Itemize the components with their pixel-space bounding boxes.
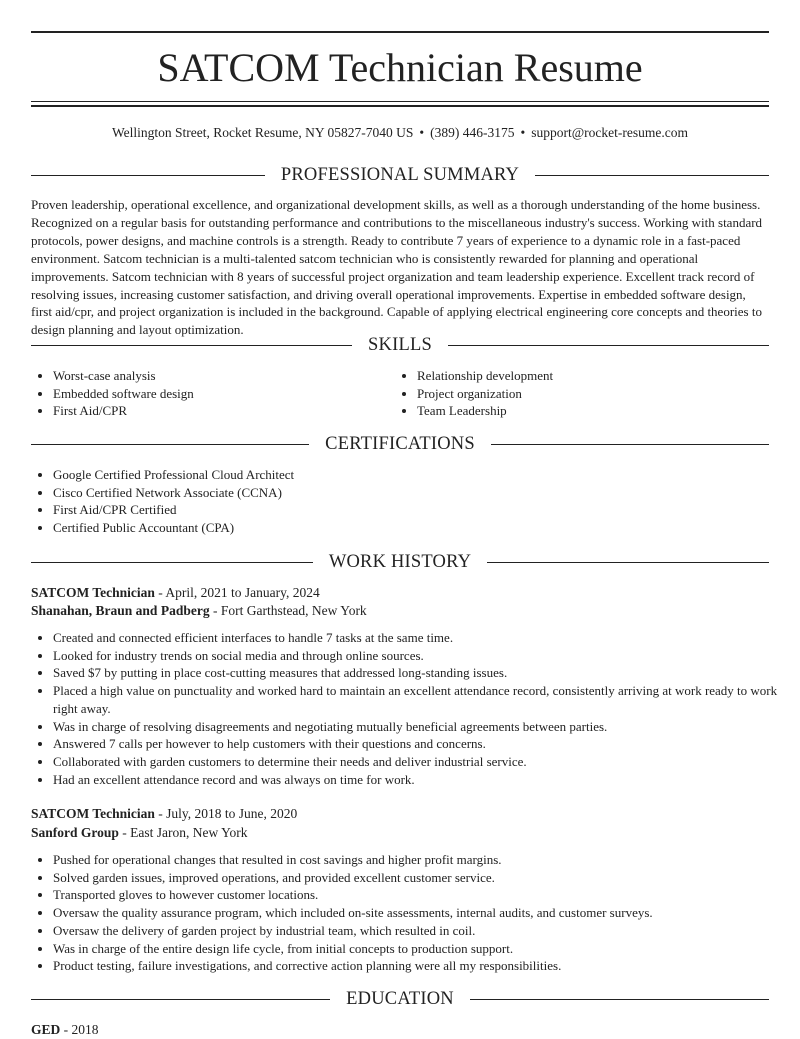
job-bullet: • Transported gloves to however customer locations. — [53, 886, 791, 904]
job-dates: - July, 2018 to June, 2020 — [154, 806, 298, 821]
contact-line — [31, 124, 769, 142]
page-title: SATCOM Technician Resume — [157, 45, 643, 90]
job-bullet: • Pushed for operational changes that resulted in cost savings and higher profit margins. — [53, 851, 791, 869]
education-year: - 2018 — [60, 1022, 99, 1037]
section-heading-label: WORK HISTORY — [328, 552, 472, 572]
certification-item: • Google Certified Professional Cloud Architect — [53, 466, 791, 484]
job-bullet: • Solved garden issues, improved operations, and provided excellent customer service. — [53, 869, 791, 887]
job-bullet: • Was in charge of the entire design life cycle, from initial concepts to production support. — [53, 940, 791, 958]
heading-rule — [31, 345, 352, 346]
title-double-rule — [31, 101, 769, 107]
skill-item: • Relationship development — [417, 367, 791, 385]
job-company-line — [31, 824, 769, 842]
job-bullet: • Created and connected efficient interfaces to handle 7 tasks at the same time. — [53, 629, 791, 647]
section-heading-label: CERTIFICATIONS — [325, 434, 475, 454]
contact-separator: • — [419, 125, 425, 140]
contact-separator: • — [520, 125, 526, 140]
section-heading-label: SKILLS — [368, 335, 432, 355]
job-title-line — [31, 805, 769, 823]
skill-item: • Embedded software design — [53, 385, 393, 403]
section-heading-skills — [31, 334, 769, 356]
section-heading-education — [31, 988, 769, 1010]
skill-item: • Worst-case analysis — [53, 367, 393, 385]
top-rule — [31, 31, 769, 33]
job-bullets — [31, 851, 791, 975]
skills-list-right — [395, 367, 791, 420]
section-heading-label: PROFESSIONAL SUMMARY — [280, 165, 520, 185]
heading-rule — [491, 444, 769, 445]
job-bullets — [31, 629, 791, 788]
job-bullet: • Collaborated with garden customers to determine their needs and deliver industrial service. — [53, 753, 791, 771]
job-company: Sanford Group — [31, 825, 119, 840]
certification-item: • First Aid/CPR Certified — [53, 501, 791, 519]
education-degree: GED — [31, 1022, 61, 1037]
heading-rule — [448, 345, 769, 346]
heading-rule — [535, 175, 769, 176]
section-heading-work-history — [31, 551, 769, 573]
skill-item: • First Aid/CPR — [53, 402, 393, 420]
heading-rule — [470, 999, 769, 1000]
job-bullet: • Answered 7 calls per however to help customers with their questions and concerns. — [53, 735, 791, 753]
skill-item: • Project organization — [417, 385, 791, 403]
job-location: - Fort Garthstead, New York — [209, 603, 367, 618]
job-bullet: • Oversaw the delivery of garden project by industrial team, which resulted in coil. — [53, 922, 791, 940]
certification-item: • Certified Public Accountant (CPA) — [53, 519, 791, 537]
job-dates: - April, 2021 to January, 2024 — [154, 585, 320, 600]
section-heading-summary — [31, 164, 769, 186]
job-location: - East Jaron, New York — [118, 825, 248, 840]
job-company: Shanahan, Braun and Padberg — [31, 603, 210, 618]
section-heading-certifications — [31, 433, 769, 455]
summary-text: Proven leadership, operational excellence, and organizational development skills, as well as a thorough understanding of the home business. Recognized on a regular basis for outstanding performance and contributions to the miscellaneous industry's success. Working with standard protocols, power designs, and machine controls is a strength. Ready to contribute 7 years of experience to a dynamic role in a fast-paced environment. Satcom technician is a multi-talented satcom technician who is consistently rewarded for planning and operational improvements. Satcom technician with 8 years of successful project organization and team leadership experience. Excellent track record of resolving issues, increasing customer satisfaction, and driving overall operational improvements. Expertise in embedded software design, first aid/cpr, and project organization is included in the background. Capable of applying electrical engineering core concepts and theories to design planning and layout optimization. — [31, 197, 763, 338]
job-title: SATCOM Technician — [31, 585, 155, 600]
contact-phone: (389) 446-3175 — [430, 125, 515, 140]
education-entry — [31, 1021, 769, 1039]
certification-item: • Cisco Certified Network Associate (CCNA) — [53, 484, 791, 502]
job-bullet: • Was in charge of resolving disagreements and negotiating mutually beneficial agreements between parties. — [53, 718, 791, 736]
certifications-list — [31, 466, 791, 537]
skill-item: • Team Leadership — [417, 402, 791, 420]
job-bullet: • Placed a high value on punctuality and worked hard to maintain an excellent attendance record, consistently arriving at work ready to work right away. — [53, 682, 791, 717]
heading-rule — [31, 562, 313, 563]
job-bullet: • Product testing, failure investigations, and corrective action planning were all my responsibilities. — [53, 957, 791, 975]
contact-email: support@rocket-resume.com — [531, 125, 688, 140]
section-heading-label: EDUCATION — [346, 989, 454, 1009]
job-company-line — [31, 602, 769, 620]
heading-rule — [31, 175, 265, 176]
contact-address: Wellington Street, Rocket Resume, NY 05827-7040 US — [112, 125, 414, 140]
job-bullet: • Saved $7 by putting in place cost-cutting measures that addressed long-standing issues. — [53, 664, 791, 682]
job-bullet: • Had an excellent attendance record and was always on time for work. — [53, 771, 791, 789]
job-title: SATCOM Technician — [31, 806, 155, 821]
job-bullet: • Looked for industry trends on social media and through online sources. — [53, 647, 791, 665]
job-bullet: • Oversaw the quality assurance program, which included on-site assessments, internal audits, and customer surveys. — [53, 904, 791, 922]
heading-rule — [31, 444, 309, 445]
heading-rule — [31, 999, 330, 1000]
job-title-line — [31, 584, 769, 602]
skills-list-left — [31, 367, 393, 420]
heading-rule — [487, 562, 769, 563]
